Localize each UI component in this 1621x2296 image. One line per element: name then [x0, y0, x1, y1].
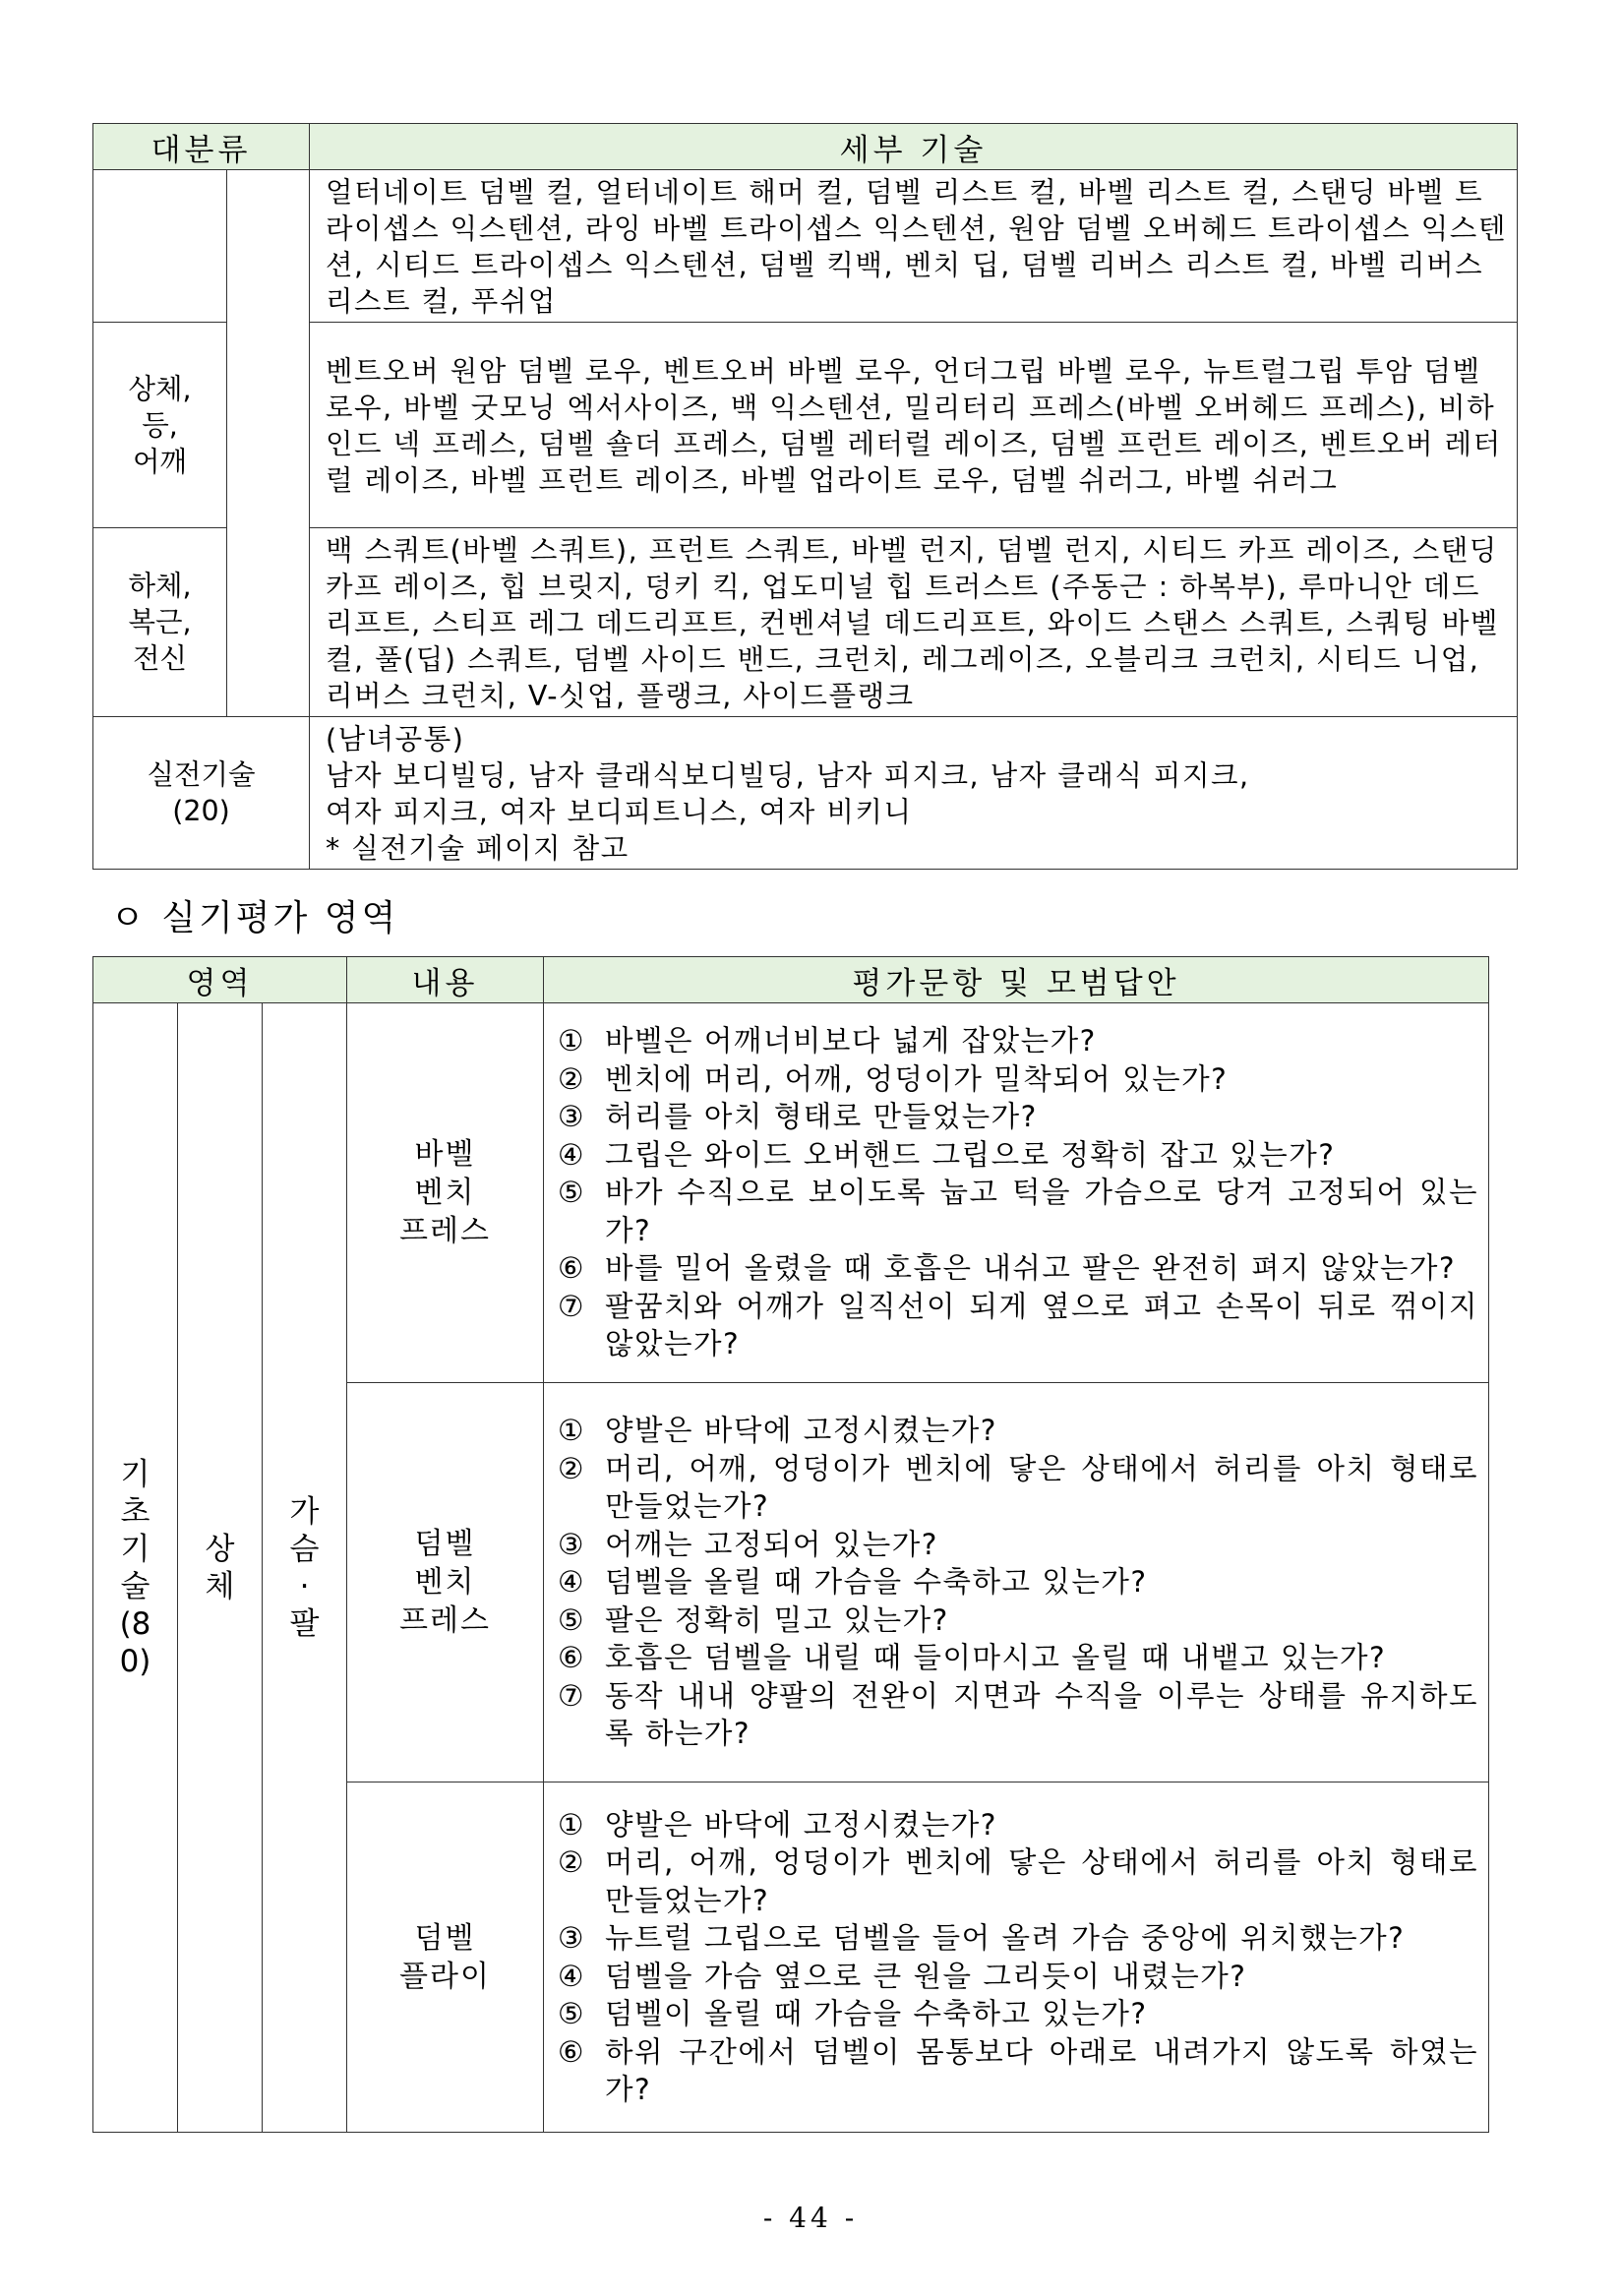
detail-cell: 백 스쿼트(바벨 스쿼트), 프런트 스쿼트, 바벨 런지, 덤벨 런지, 시티드 카프 레이즈, 스탠딩 카프 레이즈, 힙 브릿지, 덩키 킥, 업도미널 힙 트러스트 (주동근 : 하복부), 루마니안 데드리프트, 스티프 레그 데드리프트, 컨벤셔널 데드리프트, 와이드 스탠스 스쿼트, 스쿼팅 바벨컬, 풀(딥) 스쿼트, 덤벨 사이드 밴드, 크런치, 레그레이즈, 오블리크 크런치, 시티드 니업, 리버스 크런치, V-싯업, 플랭크, 사이드플랭크 — [310, 528, 1518, 717]
list-item — [558, 2033, 1478, 2109]
list-item — [558, 1677, 1478, 1753]
list-item — [558, 1639, 1478, 1677]
category-label: 하체, 복근, 전신 — [128, 570, 192, 675]
detail-line: 여자 피지크, 여자 보디피트니스, 여자 비키니 — [326, 796, 913, 828]
category-label: 실전기술 (20) — [147, 758, 256, 827]
list-item — [558, 1601, 1478, 1640]
area-cell-upper-body — [178, 1003, 263, 2133]
item-text: 동작 내내 양팔의 전완이 지면과 수직을 이루는 상태를 유지하도록 하는가? — [605, 1678, 1478, 1751]
item-number: ⑥ — [558, 1251, 585, 1286]
detail-cell — [310, 717, 1518, 870]
item-text: 허리를 아치 형태로 만들었는가? — [605, 1100, 1038, 1134]
category-cell — [93, 323, 227, 528]
page-number: - 44 - — [762, 2202, 859, 2234]
area-label-basic: 기초기술(80) — [119, 1456, 151, 1679]
item-text: 하위 구간에서 덤벨이 몸통보다 아래로 내려가지 않도록 하였는가? — [605, 2034, 1478, 2106]
item-text: 덤벨을 가슴 옆으로 큰 원을 그리듯이 내렸는가? — [605, 1959, 1247, 1993]
content-cell — [347, 1003, 544, 1383]
item-number: ② — [558, 1845, 585, 1879]
detail-line: * 실전기술 페이지 참고 — [326, 832, 630, 865]
area-label-upper-body: 상체 — [205, 1531, 235, 1604]
items-cell — [544, 1003, 1489, 1383]
table-row — [93, 1003, 1489, 1383]
item-number: ⑤ — [558, 1997, 585, 2030]
item-number: ④ — [558, 1565, 585, 1600]
detail-line: (남녀공통) — [326, 723, 465, 755]
list-item — [558, 1995, 1478, 2033]
item-number: ③ — [558, 1100, 585, 1134]
header-evaluation: 평가문항 및 모범답안 — [544, 957, 1489, 1003]
item-text: 양발은 바닥에 고정시켰는가? — [605, 1807, 997, 1842]
item-text: 바가 수직으로 보이도록 눕고 턱을 가슴으로 당겨 고정되어 있는가? — [605, 1176, 1478, 1247]
list-item — [558, 1098, 1478, 1136]
item-text: 덤벨을 올릴 때 가슴을 수축하고 있는가? — [605, 1565, 1148, 1600]
list-item — [558, 1806, 1478, 1844]
content-label: 덤벨 플라이 — [399, 1920, 491, 1994]
items-cell — [544, 1782, 1489, 2133]
header-major-category: 대분류 — [93, 124, 310, 170]
item-text: 양발은 바닥에 고정시켰는가? — [605, 1414, 997, 1448]
item-number: ① — [558, 1414, 585, 1448]
item-text: 어깨는 고정되어 있는가? — [605, 1527, 938, 1561]
list-item — [558, 1843, 1478, 1919]
item-number: ④ — [558, 1959, 585, 1993]
area-cell-basic — [93, 1003, 178, 2133]
table-row — [93, 170, 1518, 323]
category-cell — [93, 170, 227, 323]
technique-table — [92, 123, 1518, 870]
item-text: 머리, 어깨, 엉덩이가 벤치에 닿은 상태에서 허리를 아치 형태로 만들었는가? — [605, 1451, 1478, 1524]
header-detail-technique: 세부 기술 — [310, 124, 1518, 170]
list-item — [558, 1412, 1478, 1450]
section-heading: ㅇ 실기평가 영역 — [110, 898, 399, 938]
list-item — [558, 1288, 1478, 1363]
table-header-row — [93, 957, 1489, 1003]
header-area: 영역 — [93, 957, 347, 1003]
item-number: ⑥ — [558, 2034, 585, 2069]
item-text: 바벨은 어깨너비보다 넓게 잡았는가? — [605, 1024, 1097, 1058]
items-cell — [544, 1383, 1489, 1782]
category-cell — [93, 528, 227, 717]
detail-cell: 얼터네이트 덤벨 컬, 얼터네이트 해머 컬, 덤벨 리스트 컬, 바벨 리스트 컬, 스탠딩 바벨 트라이셉스 익스텐션, 라잉 바벨 트라이셉스 익스텐션, 원암 덤벨 오버헤드 트라이셉스 익스텐션, 시티드 트라이셉스 익스텐션, 덤벨 킥백, 벤치 딥, 덤벨 리버스 리스트 컬, 바벨 리버스 리스트 컬, 푸쉬업 — [310, 170, 1518, 323]
item-number: ① — [558, 1807, 585, 1842]
item-text: 팔꿈치와 어깨가 일직선이 되게 옆으로 펴고 손목이 뒤로 꺾이지 않았는가? — [605, 1289, 1478, 1361]
item-number: ③ — [558, 1921, 585, 1955]
item-number: ⑦ — [558, 1289, 585, 1323]
item-text: 호흡은 덤벨을 내릴 때 들이마시고 올릴 때 내뱉고 있는가? — [605, 1641, 1387, 1675]
category-cell — [93, 717, 310, 870]
table-header-row — [93, 124, 1518, 170]
content-label: 덤벨 벤치 프레스 — [399, 1527, 491, 1638]
list-item — [558, 1958, 1478, 1996]
item-text: 머리, 어깨, 엉덩이가 벤치에 닿은 상태에서 허리를 아치 형태로 만들었는가? — [605, 1845, 1478, 1917]
item-text: 벤치에 머리, 어깨, 엉덩이가 밀착되어 있는가? — [605, 1061, 1229, 1096]
list-item — [558, 1526, 1478, 1564]
list-item — [558, 1136, 1478, 1175]
item-number: ② — [558, 1451, 585, 1485]
list-item — [558, 1563, 1478, 1601]
list-item — [558, 1919, 1478, 1958]
item-text: 그립은 와이드 오버핸드 그립으로 정확히 잡고 있는가? — [605, 1137, 1336, 1172]
content-cell — [347, 1383, 544, 1782]
empty-subcategory-cell — [227, 170, 310, 717]
list-item — [558, 1022, 1478, 1060]
table-row — [93, 717, 1518, 870]
item-text: 뉴트럴 그립으로 덤벨을 들어 올려 가슴 중앙에 위치했는가? — [605, 1921, 1406, 1955]
item-number: ⑦ — [558, 1678, 585, 1713]
list-item — [558, 1060, 1478, 1099]
item-text: 덤벨이 올릴 때 가슴을 수축하고 있는가? — [605, 1997, 1148, 2030]
item-text: 바를 밀어 올렸을 때 호흡은 내쉬고 팔은 완전히 펴지 않았는가? — [605, 1251, 1456, 1286]
item-number: ④ — [558, 1137, 585, 1172]
item-text: 팔은 정확히 밀고 있는가? — [605, 1602, 949, 1637]
detail-cell: 벤트오버 원암 덤벨 로우, 벤트오버 바벨 로우, 언더그립 바벨 로우, 뉴트럴그립 투암 덤벨 로우, 바벨 굿모닝 엑서사이즈, 백 익스텐션, 밀리터리 프레스(바벨 오버헤드 프레스), 비하인드 넥 프레스, 덤벨 숄더 프레스, 덤벨 레터럴 레이즈, 덤벨 프런트 레이즈, 벤트오버 레터럴 레이즈, 바벨 프런트 레이즈, 바벨 업라이트 로우, 덤벨 쉬러그, 바벨 쉬러그 — [310, 323, 1518, 528]
header-content: 내용 — [347, 957, 544, 1003]
evaluation-table — [92, 956, 1489, 2133]
item-number: ② — [558, 1061, 585, 1096]
area-cell-chest-arm — [263, 1003, 347, 2133]
item-number: ⑤ — [558, 1176, 585, 1210]
detail-line: 남자 보디빌딩, 남자 클래식보디빌딩, 남자 피지크, 남자 클래식 피지크, — [326, 759, 1250, 792]
list-item — [558, 1174, 1478, 1249]
area-label-chest-arm: 가슴·팔 — [289, 1493, 320, 1642]
list-item — [558, 1249, 1478, 1288]
list-item — [558, 1450, 1478, 1526]
item-number: ① — [558, 1024, 585, 1058]
item-number: ③ — [558, 1527, 585, 1561]
category-label: 상체, 등, 어깨 — [128, 372, 192, 478]
content-label: 바벨 벤치 프레스 — [399, 1137, 491, 1248]
content-cell — [347, 1782, 544, 2133]
item-number: ⑥ — [558, 1641, 585, 1675]
item-number: ⑤ — [558, 1602, 585, 1637]
